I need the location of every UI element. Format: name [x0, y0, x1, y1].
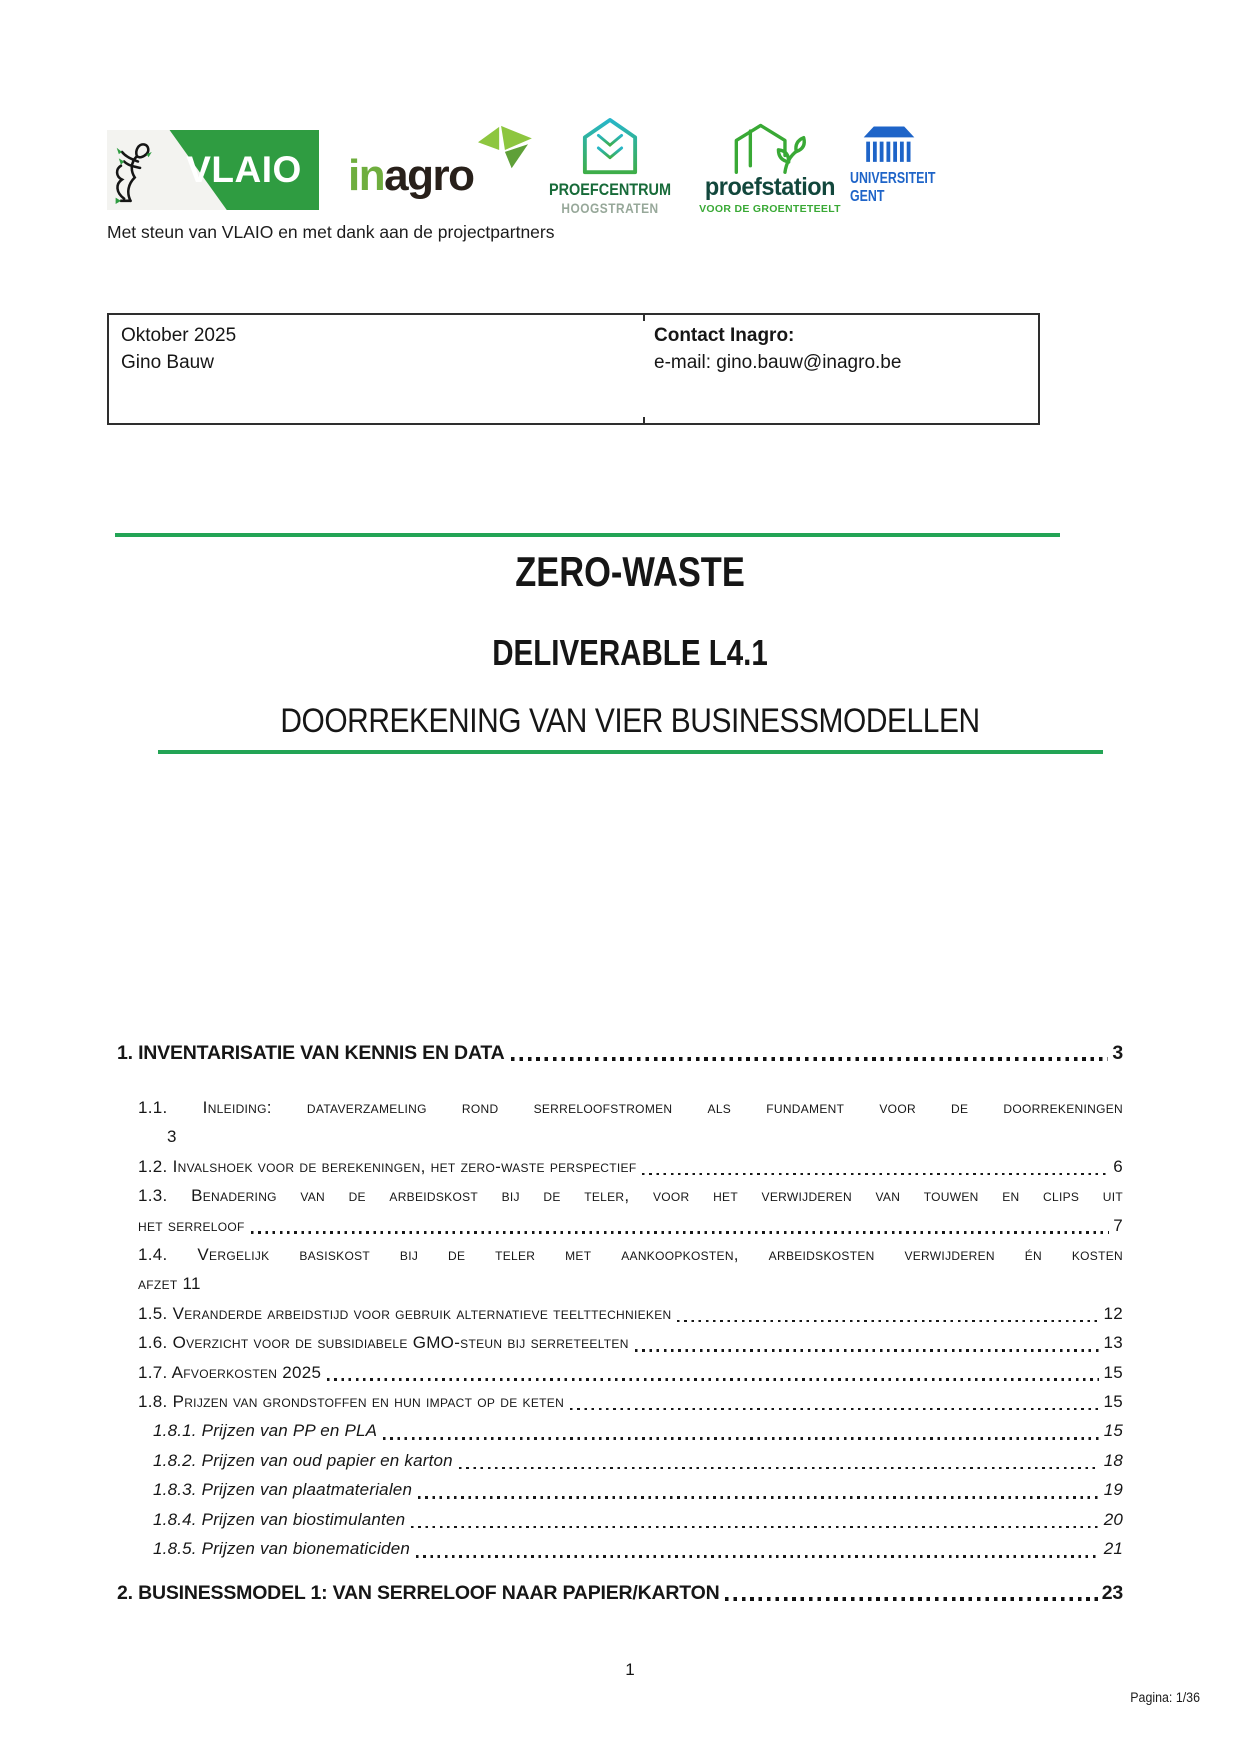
contact-label: Contact Inagro: — [654, 325, 795, 346]
toc-leader-dots — [416, 1555, 1100, 1558]
proefcentrum-house-leaf-icon — [581, 116, 639, 178]
toc-row[interactable] — [115, 1093, 1123, 1122]
toc-row[interactable] — [115, 1122, 1123, 1151]
toc-leader-dots — [251, 1231, 1110, 1234]
toc-entry-label: 1. INVENTARISATIE VAN KENNIS EN DATA — [117, 1042, 505, 1064]
toc-entry-label: afzet 11 — [138, 1274, 201, 1294]
toc-leader-dots — [642, 1173, 1109, 1176]
doc-subtitle: DELIVERABLE L4.1 — [492, 632, 768, 673]
proefstation-subtitle: VOOR DE GROENTETEELT — [699, 203, 841, 215]
toc-page-number: 20 — [1103, 1509, 1123, 1529]
vlaio-wordmark: VLAIO — [186, 149, 302, 190]
toc-entry-label: 1.8.3. Prijzen van plaatmaterialen — [153, 1480, 413, 1500]
toc-row[interactable] — [115, 1505, 1123, 1534]
toc-page-number: 6 — [1113, 1156, 1123, 1176]
toc-leader-dots — [511, 1057, 1109, 1061]
toc-page-number: 3 — [1112, 1042, 1123, 1064]
toc-row[interactable] — [115, 1416, 1123, 1445]
inagro-logo — [348, 130, 506, 212]
toc-entry-label: het serreloof — [138, 1215, 245, 1235]
toc-row[interactable] — [115, 1328, 1123, 1357]
proefcentrum-subtitle: HOOGSTRATEN — [561, 200, 659, 216]
doc-title: ZERO-WASTE — [515, 548, 745, 595]
title-rule-top — [115, 533, 1060, 537]
toc-list — [115, 1041, 1123, 1605]
toc-row[interactable] — [115, 1041, 1123, 1065]
proefcentrum-wordmark: PROEFCENTRUM — [548, 180, 672, 199]
toc-row[interactable] — [115, 1299, 1123, 1328]
inagro-wordmark-in: in — [348, 151, 385, 200]
contact-email: e-mail: gino.bauw@inagro.be — [654, 352, 902, 373]
toc-page-number: 15 — [1103, 1362, 1123, 1382]
inagro-pinwheel-icon — [472, 124, 534, 174]
pagination-label: Pagina: 1/36 — [1130, 1690, 1200, 1705]
toc-entry-label: 1.8.1. Prijzen van PP en PLA — [153, 1421, 378, 1441]
toc-entry-label: 1.8.5. Prijzen van bionematiciden — [153, 1539, 411, 1559]
universiteit-gent-logo — [850, 124, 960, 206]
toc-leader-dots — [418, 1496, 1100, 1499]
toc-entry-label: 1.8. Prijzen van grondstoffen en hun impact op de keten — [138, 1392, 565, 1412]
inagro-wordmark-agro: agro — [384, 151, 474, 200]
toc-row[interactable] — [115, 1240, 1123, 1269]
doc-author: Gino Bauw — [121, 352, 214, 373]
toc-row[interactable] — [115, 1269, 1123, 1298]
toc-leader-dots — [383, 1437, 1099, 1440]
toc-entry-label: 1.8.2. Prijzen van oud papier en karton — [153, 1450, 453, 1470]
info-box-column-divider-top — [643, 313, 645, 321]
ugent-temple-icon — [862, 124, 916, 166]
proefcentrum-hoogstraten-logo — [538, 116, 682, 216]
ugent-wordmark-line2: GENT — [850, 188, 885, 205]
doc-subsubtitle: DOORREKENING VAN VIER BUSINESSMODELLEN — [280, 702, 980, 740]
toc-page-number: 21 — [1103, 1539, 1123, 1559]
toc-entry-label: 1.1. Inleiding: dataverzameling rond serreloofstromen als fundament voor de doorrekeningen — [138, 1098, 1123, 1117]
page-number: 1 — [625, 1660, 635, 1679]
toc-row[interactable] — [115, 1181, 1123, 1210]
info-box — [107, 313, 1040, 425]
toc-leader-dots — [570, 1408, 1099, 1411]
toc-row[interactable] — [115, 1387, 1123, 1416]
toc-page-number: 12 — [1103, 1303, 1123, 1323]
toc-leader-dots — [459, 1467, 1100, 1470]
toc-page-number: 19 — [1103, 1480, 1123, 1500]
toc-page-number: 23 — [1101, 1581, 1123, 1604]
toc-entry-label: 1.6. Overzicht voor de subsidiabele GMO-steun bij serreteelten — [138, 1333, 629, 1353]
ugent-wordmark — [850, 170, 938, 206]
info-box-left-cell — [121, 322, 236, 376]
ugent-wordmark-line1: UNIVERSITEIT — [850, 170, 936, 187]
toc-row[interactable] — [115, 1534, 1123, 1563]
toc-entry-label: 1.5. Veranderde arbeidstijd voor gebruik alternatieve teelttechnieken — [138, 1303, 672, 1323]
toc-leader-dots — [411, 1526, 1099, 1529]
toc-entry-label: 1.2. Invalshoek voor de berekeningen, het zero-waste perspectief — [138, 1156, 637, 1176]
toc-row[interactable] — [115, 1152, 1123, 1181]
toc-entry-label: 1.4. Vergelijk basiskost bij de teler met aankoopkosten, arbeidskosten verwijderen én kosten — [138, 1245, 1123, 1265]
toc-row[interactable] — [115, 1446, 1123, 1475]
proefstation-logo — [688, 118, 852, 215]
toc-entry-label: 2. BUSINESSMODEL 1: VAN SERRELOOF NAAR PAPIER/KARTON — [117, 1581, 720, 1604]
toc-entry-label: 1.3. Benadering van de arbeidskost bij de teler, voor het verwijderen van touwen en clips uit — [138, 1186, 1123, 1206]
toc-page-number: 7 — [1113, 1215, 1123, 1235]
info-box-column-divider-bottom — [643, 417, 645, 425]
toc-entry-label: 1.8.4. Prijzen van biostimulanten — [153, 1509, 406, 1529]
toc-row[interactable] — [115, 1475, 1123, 1504]
toc-leader-dots — [635, 1349, 1100, 1352]
toc-entry-label: 1.7. Afvoerkosten 2025 — [138, 1362, 322, 1382]
toc-page-number: 15 — [1103, 1392, 1123, 1412]
toc-page-number: 15 — [1103, 1421, 1123, 1441]
toc-leader-dots — [327, 1378, 1099, 1381]
toc-row[interactable] — [115, 1358, 1123, 1387]
toc-page-number: 18 — [1103, 1450, 1123, 1470]
support-note: Met steun van VLAIO en met dank aan de projectpartners — [107, 222, 555, 242]
toc-leader-dots — [725, 1597, 1097, 1601]
proefstation-greenhouse-icon — [726, 118, 814, 176]
proefstation-wordmark: proefstation — [704, 173, 836, 201]
info-box-right-cell — [654, 322, 901, 376]
toc-leader-dots — [677, 1320, 1099, 1323]
toc-row[interactable] — [115, 1211, 1123, 1240]
toc-page-number: 13 — [1103, 1333, 1123, 1353]
toc-entry-label: 3 — [167, 1127, 177, 1147]
vlaio-lion-icon — [111, 136, 167, 204]
toc-row[interactable] — [115, 1581, 1123, 1605]
doc-date: Oktober 2025 — [121, 325, 237, 346]
title-rule-bottom — [158, 750, 1103, 754]
vlaio-logo — [107, 130, 319, 210]
